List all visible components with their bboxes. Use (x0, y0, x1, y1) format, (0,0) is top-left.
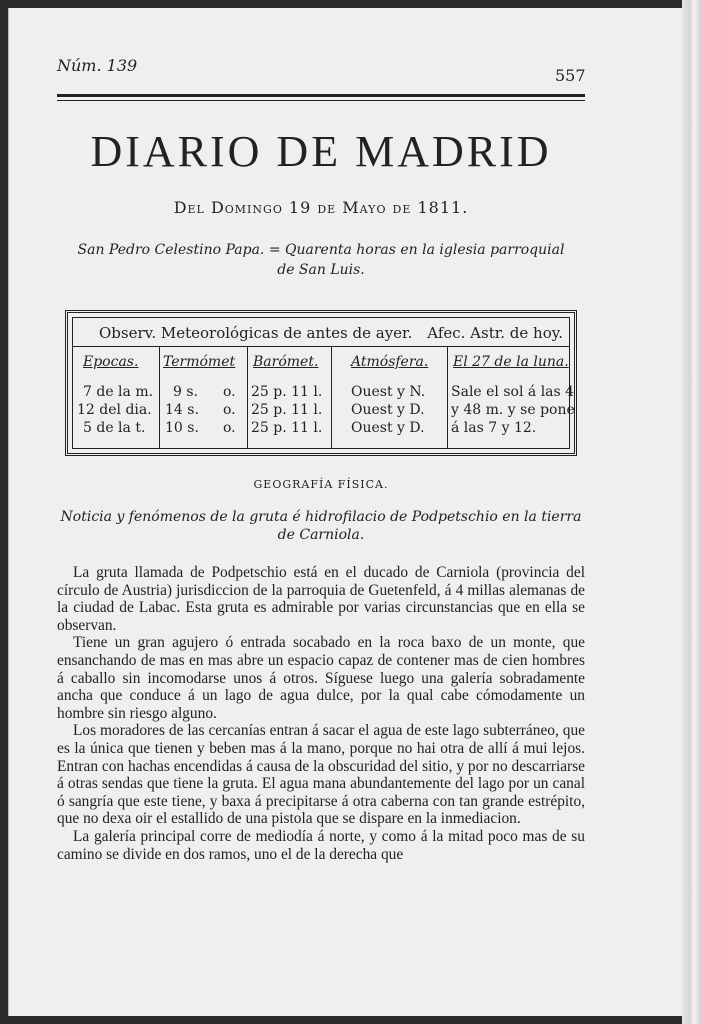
section-label: GEOGRAFÍA FÍSICA. (253, 478, 389, 491)
paragraph: La galería principal corre de mediodía á norte, y como á la mitad poco mas de su camino se divide en dos ramos, uno el de la derecha que (57, 827, 585, 863)
saints-of-the-day: San Pedro Celestino Papa. = Quarenta horas en la iglesia parroquial de San Luis. (77, 242, 565, 278)
newspaper-page (8, 8, 685, 1016)
term-cell: 10 s. (165, 420, 199, 436)
col-header-atmosfera: Atmósfera. (351, 354, 429, 370)
top-rule-thick (57, 94, 585, 97)
meteo-header-right: Afec. Astr. de hoy. (427, 324, 563, 342)
page-number: 557 (555, 66, 586, 85)
atm-cell: Ouest y D. (351, 420, 425, 436)
paragraph: La gruta llamada de Podpetschio está en el ducado de Carniola (provincia del círculo de Austria) jurisdiccion de la parroquia de Guetenfeld, á 4 millas alemanas de la ciudad de Labac. Esta gruta es admirable por varias circunstancias que en ella se observan. (57, 564, 585, 634)
epoca-cell: 5 de la t. (83, 420, 146, 436)
newspaper-title: DIARIO DE MADRID (90, 127, 552, 176)
col-barometro (247, 346, 332, 448)
epoca-cell: 12 del dia. (77, 402, 152, 418)
meteorological-table (65, 310, 577, 456)
col-header-barometro: Barómet. (253, 354, 319, 370)
article-subtitle: Noticia y fenómenos de la gruta é hidrofilacio de Podpetschio en la tierra de Carniola. (60, 509, 582, 543)
atm-cell: Ouest y N. (351, 384, 426, 400)
paragraph: Tiene un gran agujero ó entrada socabado en la roca baxo de un monte, que ensanchando de mas en mas abre un espacio capaz de contener mas de cien hombres á caballo sin incomodarse unos á otros. Síguese luego una galería sobradamente ancha que conduce á un lago de agua dulce, por la qual cabe cómodamente un hombre sin riesgo alguno. (57, 634, 585, 722)
atm-cell: Ouest y D. (351, 402, 425, 418)
meteo-header-left: Observ. Meteorológicas de antes de ayer. (99, 324, 413, 342)
book-page-edge (682, 0, 702, 1024)
astro-line: y 48 m. y se pone (451, 402, 575, 418)
term-o-cell: o. (223, 420, 236, 436)
term-o-cell: o. (223, 402, 236, 418)
baro-cell: 25 p. 11 l. (251, 402, 323, 418)
dateline: Del Domingo 19 de Mayo de 1811. (173, 198, 469, 217)
astro-line: á las 7 y 12. (451, 420, 537, 436)
col-epocas (73, 346, 160, 448)
col-header-luna: El 27 de la luna. (453, 354, 569, 370)
col-header-termometro: Termómet (163, 354, 236, 370)
term-cell: 14 s. (165, 402, 199, 418)
term-cell: 9 s. (173, 384, 198, 400)
paragraph: Los moradores de las cercanías entran á sacar el agua de este lago subterráneo, que es la única que tienen y beben mas á la mano, porque no hai otra de allí á mui lejos. Entran con hachas encendidas á causa de la obscuridad del sitio, y por no descarriarse á otras sendas que tiene la gruta. El agua mana abundantemente del lago por un canal ó sangría que este tiene, y baxa á precipitarse á otra caberna con tan grande estrépito, que no dexa oir el estallido de una pistola que se dispare en la inmediacion. (57, 722, 585, 828)
top-rule-thin (57, 100, 585, 101)
col-termometro (159, 346, 248, 448)
meteo-header (73, 318, 569, 347)
col-atmosfera (331, 346, 448, 448)
term-o-cell: o. (223, 384, 236, 400)
col-astronomia (447, 346, 575, 448)
col-header-epocas: Epocas. (83, 354, 139, 370)
baro-cell: 25 p. 11 l. (251, 384, 323, 400)
astro-line: Sale el sol á las 4 (451, 384, 575, 400)
epoca-cell: 7 de la m. (83, 384, 154, 400)
baro-cell: 25 p. 11 l. (251, 420, 323, 436)
issue-number: Núm. 139 (57, 56, 138, 75)
article-body (57, 564, 585, 863)
